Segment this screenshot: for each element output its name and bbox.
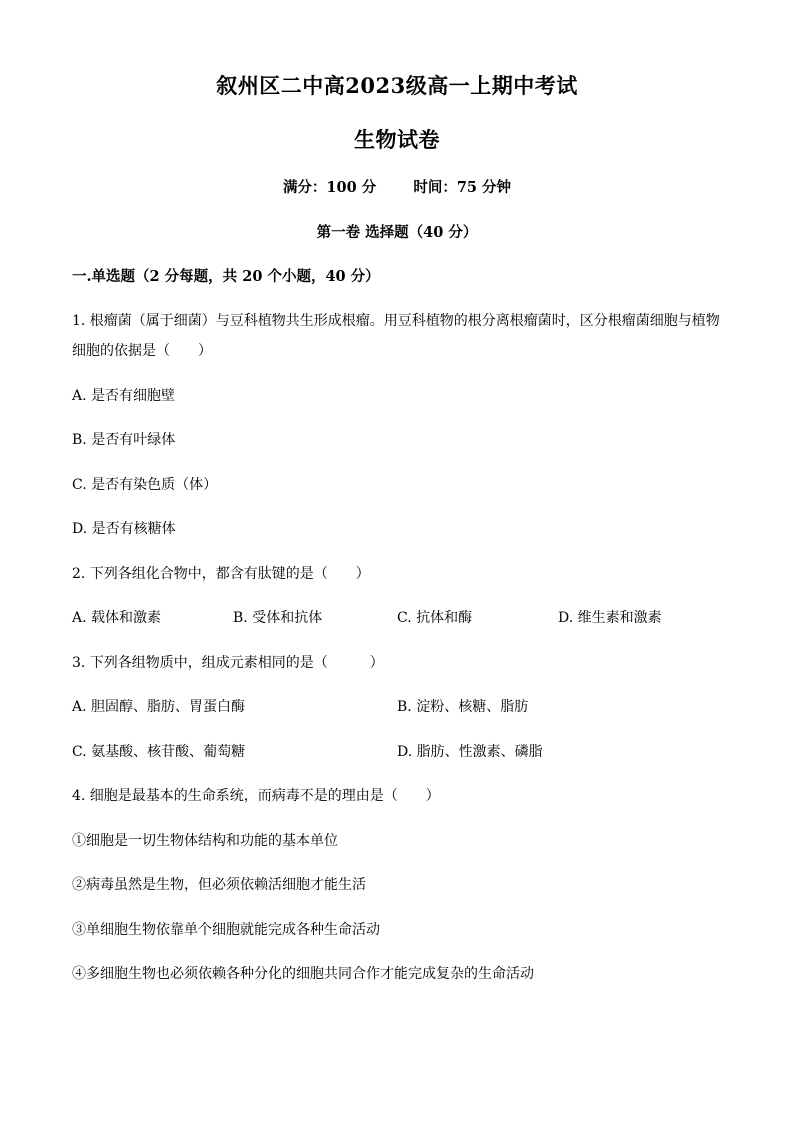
section-title: 第一卷 选择题（40 分） (316, 224, 478, 241)
q4-statement-1: ①细胞是一切生物体结构和功能的基本单位 (72, 833, 338, 849)
q3-stem: 3. 下列各组物质中，组成元素相同的是（ ） (72, 655, 384, 671)
q3-option-b: B. 淀粉、核糖、脂肪 (397, 699, 529, 715)
exam-meta (0, 176, 794, 197)
part-title: 一.单选题（2 分每题，共 20 个小题，40 分） (72, 268, 380, 285)
q1-stem-line2: 细胞的依据是（ ） (72, 343, 212, 359)
q3-option-a: A. 胆固醇、脂肪、胃蛋白酶 (72, 699, 246, 715)
q1-option-c: C. 是否有染色质（体） (72, 477, 218, 493)
q2-stem: 2. 下列各组化合物中，都含有肽键的是（ ） (72, 566, 370, 582)
exam-title: 叙州区二中高2023级高一上期中考试 (216, 73, 578, 98)
q3-option-d: D. 脂肪、性激素、磷脂 (397, 744, 543, 760)
q4-statement-4: ④多细胞生物也必须依赖各种分化的细胞共同合作才能完成复杂的生命活动 (72, 966, 534, 982)
q4-statement-2: ②病毒虽然是生物，但必须依赖活细胞才能生活 (72, 877, 366, 893)
full-score: 满分：100 分 (282, 179, 377, 196)
q3-option-c: C. 氨基酸、核苷酸、葡萄糖 (72, 744, 246, 760)
q1-option-d: D. 是否有核糖体 (72, 521, 176, 537)
exam-time: 时间：75 分钟 (413, 179, 512, 196)
q2-option-a: A. 载体和激素 (72, 610, 162, 626)
q2-option-b: B. 受体和抗体 (233, 610, 323, 626)
exam-subject: 生物试卷 (354, 127, 440, 152)
q4-stem: 4. 细胞是最基本的生命系统，而病毒不是的理由是（ ） (72, 788, 440, 804)
q1-option-a: A. 是否有细胞壁 (72, 388, 176, 404)
q2-option-d: D. 维生素和激素 (558, 610, 662, 626)
q2-option-c: C. 抗体和酶 (397, 610, 473, 626)
q4-statement-3: ③单细胞生物依靠单个细胞就能完成各种生命活动 (72, 922, 380, 938)
q1-option-b: B. 是否有叶绿体 (72, 432, 176, 448)
q1-stem-line1: 1. 根瘤菌（属于细菌）与豆科植物共生形成根瘤。用豆科植物的根分离根瘤菌时，区分根瘤菌细胞与植物 (72, 313, 720, 329)
